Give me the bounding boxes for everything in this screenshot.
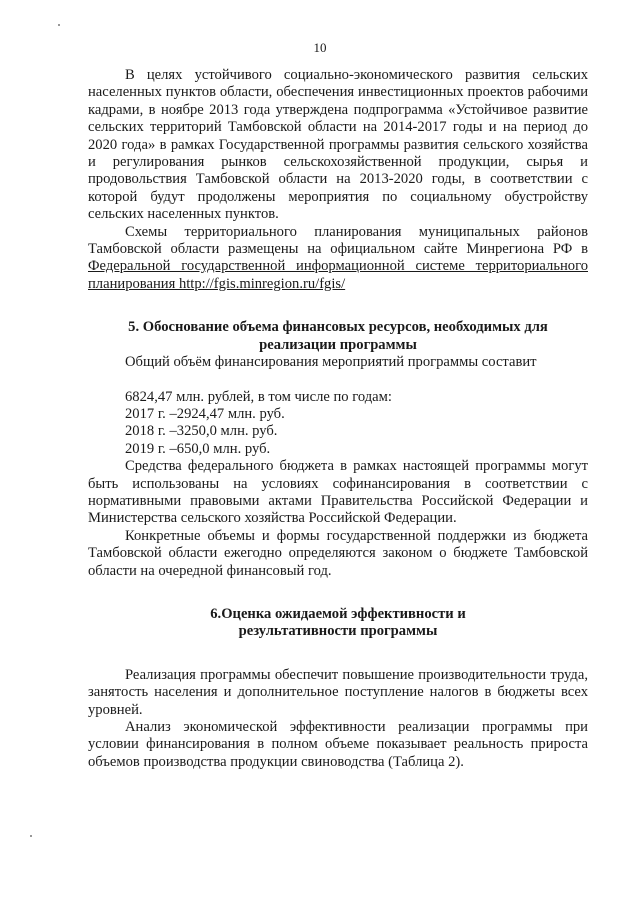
scan-speck	[58, 24, 60, 26]
funding-year-2019: 2019 г. –650,0 млн. руб.	[125, 440, 271, 457]
planning-text: Схемы территориального планирования муниципальных районов Тамбовской области размещены на официальном сайте Минрегиона РФ в	[88, 223, 588, 258]
paragraph-federal-budget: Средства федерального бюджета в рамках настоящей программы могут быть использованы на условиях софинансирования в соответствии с нормативными правовыми актами Правительства Российской Федерации и Министерства сельского хозяйства Российской Федерации.	[88, 458, 588, 527]
paragraph-territorial-planning	[88, 224, 588, 294]
funding-year-2017: 2017 г. –2924,47 млн. руб.	[125, 405, 285, 422]
funding-total: 6824,47 млн. рублей, в том числе по годам:	[125, 388, 392, 405]
paragraph-regional-support: Конкретные объемы и формы государственной поддержки из бюджета Тамбовской области ежегодно определяются законом о бюджете Тамбовской области на очередной финансовый год.	[88, 527, 588, 579]
document-body	[88, 67, 588, 771]
paragraph-rural-development: В целях устойчивого социально-экономического развития сельских населенных пунктов области, обеспечения инвестиционных проектов рабочими кадрами, в ноябре 2013 года утверждена подпрограмма «Устойчивое развитие сельских территорий Тамбовской области на 2014-2017 годы и на период до 2020 года» в рамках Государственной программы развития сельского хозяйства и регулирования рынков сельскохозяйственной продукции, сырья и продовольствия Тамбовской области на 2013-2020 годы, в соответствии с которой будут продолжены мероприятия по социальному обустройству сельских населенных пунктов.	[88, 67, 588, 223]
funding-year-2018: 2018 г. –3250,0 млн. руб.	[125, 423, 278, 440]
section-6-heading-line-2: результативности программы	[238, 623, 438, 640]
fgis-link[interactable]: Федеральной государственной информационной системе территориального планирования http://fgis.minregion.ru/fgis/	[88, 258, 588, 292]
paragraph-funding-intro: Общий объём финансирования мероприятий программы составит	[125, 354, 537, 371]
paragraph-economic-analysis: Анализ экономической эффективности реализации программы при условии финансирования в полном объеме показывает реальность прироста объемов производства продукции свиноводства (Таблица 2).	[88, 719, 588, 770]
page-number: 10	[313, 40, 327, 55]
section-5-heading: 5. Обоснование объема финансовых ресурсов, необходимых для реализации программы	[128, 319, 548, 353]
section-6-heading-line-1: 6.Оценка ожидаемой эффективности и	[210, 605, 466, 622]
scan-speck	[30, 835, 32, 837]
paragraph-program-effect: Реализация программы обеспечит повышение производительности труда, занятость населения и дополнительное поступление налогов в бюджеты всех уровней.	[88, 666, 588, 718]
